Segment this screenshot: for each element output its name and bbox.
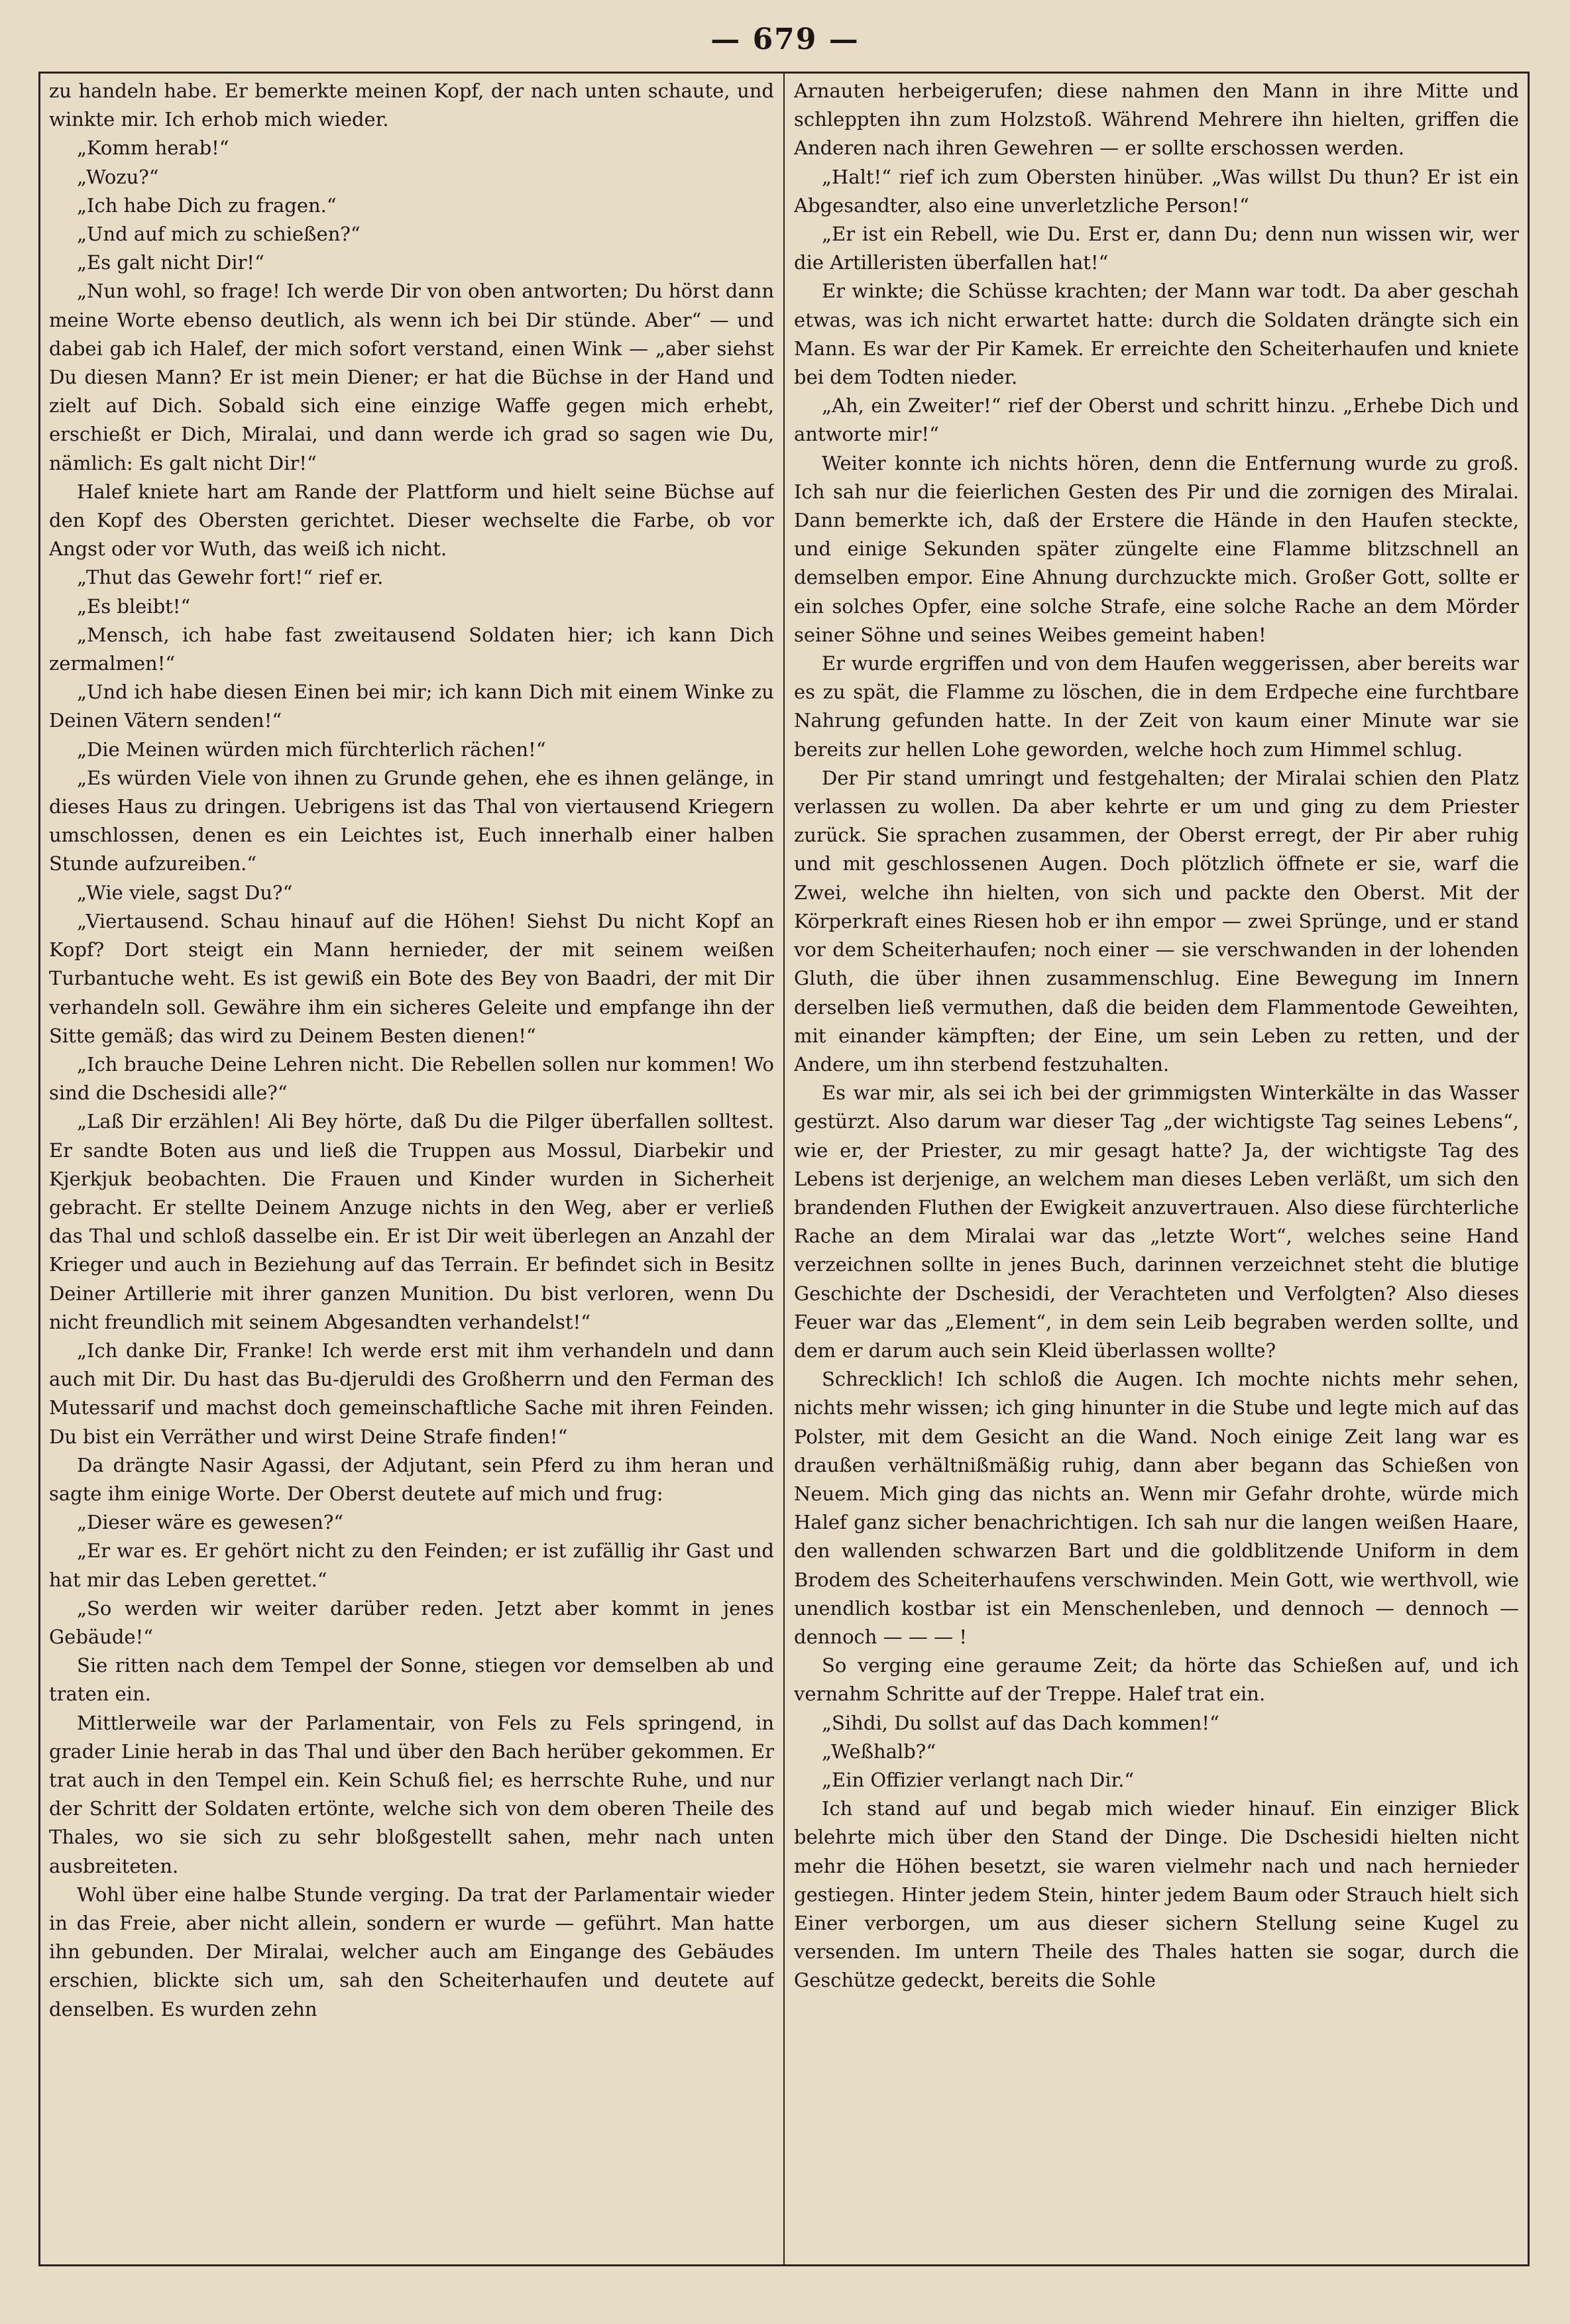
paragraph: „Er ist ein Rebell, wie Du. Erst er, dann Du; denn nun wissen wir, wer die Artilleristen überfallen hat!“: [794, 223, 1519, 274]
paragraph: „Ein Offizier verlangt nach Dir.“: [822, 1768, 1135, 1791]
paragraph: Der Pir stand umringt und festgehalten; der Miralai schien den Platz verlassen zu wollen. Da aber kehrte er um und ging zu dem Priester zurück. Sie sprachen zusammen, der Oberst erregt, der Pir aber ruhig und mit geschlossenen Augen. Doch plötzlich öffnete er sie, warf die Zwei, welche ihn hielten, von sich und packte den Oberst. Mit der Körperkraft eines Riesen hob er ihn empor — zwei Sprünge, und er stand vor dem Scheiterhaufen; noch einer — sie verschwanden in der lohenden Gluth, die über ihnen zusammenschlug. Eine Bewegung im Innern derselben ließ vermuthen, daß die beiden dem Flammentode Geweihten, mit einander kämpften; der Eine, um sein Leben zu retten, und der Andere, um ihn sterbend festzuhalten.: [794, 766, 1519, 1076]
paragraph: „Ah, ein Zweiter!“ rief der Oberst und schritt hinzu. „Erhebe Dich und antworte mir!“: [794, 394, 1519, 446]
paragraph: Mittlerweile war der Parlamentair, von Fels zu Fels springend, in grader Linie herab in das Thal und über den Bach herüber gekommen. Er trat auch in den Tempel ein. Kein Schuß fiel; es herrschte Ruhe, und nur der Schritt der Soldaten ertönte, welche sich von dem oberen Theile des Thales, wo sie sich zu sehr bloßgestellt sahen, mehr nach unten ausbreiteten.: [49, 1711, 774, 1877]
paragraph: „Wozu?“: [77, 165, 159, 188]
paragraph: „Er war es. Er gehört nicht zu den Feinden; er ist zufällig ihr Gast und hat mir das Leben gerettet.“: [49, 1539, 774, 1591]
paragraph: „Nun wohl, so frage! Ich werde Dir von oben antworten; Du hörst dann meine Worte ebenso deutlich, als wenn ich bei Dir stünde. Aber“ — und dabei gab ich Halef, der mich sofort verstand, einen Wink — „aber siehst Du diesen Mann? Er ist mein Diener; er hat die Büchse in der Hand und zielt auf Dich. Sobald sich eine einzige Waffe gegen mich erhebt, erschießt er Dich, Miralai, und dann werde ich grad so sagen wie Du, nämlich: Es galt nicht Dir!“: [49, 280, 774, 474]
paragraph: „Viertausend. Schau hinauf auf die Höhen! Siehst Du nicht Kopf an Kopf? Dort steigt ein Mann hernieder, der mit seinem weißen Turbantuche weht. Es ist gewiß ein Bote des Bey von Baadri, der mit Dir verhandeln soll. Gewähre ihm ein sicheres Geleite und empfange ihn der Sitte gemäß; das wird zu Deinem Besten dienen!“: [49, 909, 774, 1047]
paragraph: „Mensch, ich habe fast zweitausend Soldaten hier; ich kann Dich zermalmen!“: [49, 623, 774, 675]
paragraph: „Und auf mich zu schießen?“: [77, 223, 361, 246]
paragraph: Weiter konnte ich nichts hören, denn die Entfernung wurde zu groß. Ich sah nur die feierlichen Gesten des Pir und die zornigen des Miralai. Dann bemerkte ich, daß der Erstere die Hände in den Haufen steckte, und einige Sekunden später züngelte eine Flamme blitzschnell an demselben empor. Eine Ahnung durchzuckte mich. Großer Gott, sollte er ein solches Opfer, eine solche Strafe, eine solche Rache an dem Mörder seiner Söhne und seines Weibes gemeint haben!: [794, 451, 1519, 646]
paragraph: zu handeln habe. Er bemerkte meinen Kopf, der nach unten schaute, und winkte mir. Ich erhob mich wieder.: [49, 80, 774, 131]
paragraph: „Dieser wäre es gewesen?“: [77, 1511, 344, 1534]
paragraph: Er winkte; die Schüsse krachten; der Mann war todt. Da aber geschah etwas, was ich nicht erwartet hatte: durch die Soldaten drängte sich ein Mann. Es war der Pir Kamek. Er erreichte den Scheiterhaufen und kniete bei dem Todten nieder.: [794, 280, 1519, 389]
paragraph: Halef kniete hart am Rande der Plattform und hielt seine Büchse auf den Kopf des Obersten gerichtet. Dieser wechselte die Farbe, ob vor Angst oder vor Wuth, das weiß ich nicht.: [49, 480, 774, 561]
paragraph: Es war mir, als sei ich bei der grimmigsten Winterkälte in das Wasser gestürzt. Also darum war dieser Tag „der wichtigste Tag seines Lebens“, wie er, der Priester, zu mir gesagt hatte? Ja, der wichtigste Tag des Lebens ist derjenige, an welchem man dieses Leben verläßt, um sich den brandenden Fluthen der Ewigkeit anzuvertrauen. Also diese fürchterliche Rache an dem Miralai war das „letzte Wort“, welches seine Hand verzeichnen sollte in jenes Buch, darinnen verzeichnet steht die blutige Geschichte der Dschesidi, der Verachteten und Verfolgten? Also dieses Feuer war das „Element“, in dem sein Leib begraben werden sollte, und dem er darum auch sein Kleid überlassen wollte?: [794, 1081, 1519, 1362]
paragraph: „Es würden Viele von ihnen zu Grunde gehen, ehe es ihnen gelänge, in dieses Haus zu dringen. Uebrigens ist das Thal von viertausend Kriegern umschlossen, denen es ein Leichtes ist, Euch innerhalb einer halben Stunde aufzureiben.“: [49, 766, 774, 875]
paragraph: „Es bleibt!“: [77, 594, 191, 618]
paragraph: „Und ich habe diesen Einen bei mir; ich kann Dich mit einem Winke zu Deinen Vätern senden!“: [49, 681, 774, 732]
text-column-left: [49, 77, 774, 2257]
paragraph: „Es galt nicht Dir!“: [77, 251, 264, 274]
page-number: 679: [752, 23, 818, 56]
page-number-header: — 679 —: [710, 23, 860, 56]
paragraph: Schrecklich! Ich schloß die Augen. Ich mochte nichts mehr sehen, nichts mehr wissen; ich ging hinunter in die Stube und legte mich auf das Polster, mit dem Gesicht an die Wand. Noch einige Zeit lang war es draußen verhältnißmäßig ruhig, dann aber begann das Schießen von Neuem. Mich ging das nichts an. Wenn mir Gefahr drohte, würde mich Halef ganz sicher benachrichtigen. Ich sah nur die langen weißen Haare, den wallenden schwarzen Bart und die goldblitzende Uniform in dem Brodem des Scheiterhaufens verschwinden. Mein Gott, wie werthvoll, wie unendlich kostbar ist ein Menschenleben, und dennoch — dennoch — dennoch — — — !: [794, 1368, 1519, 1648]
paragraph: „Laß Dir erzählen! Ali Bey hörte, daß Du die Pilger überfallen solltest. Er sandte Boten aus und ließ die Truppen aus Mossul, Diarbekir und Kjerkjuk beobachten. Die Frauen und Kinder wurden in Sicherheit gebracht. Er stellte Deinem Anzuge nichts in den Weg, aber er verließ das Thal und schloß dasselbe ein. Er ist Dir weit überlegen an Anzahl der Krieger und auch in Beziehung auf das Terrain. Er befindet sich in Besitz Deiner Artillerie mit ihrer ganzen Munition. Du bist verloren, wenn Du nicht freundlich mit seinem Abgesandten verhandelst!“: [49, 1110, 774, 1333]
paragraph: Ich stand auf und begab mich wieder hinauf. Ein einziger Blick belehrte mich über den Stand der Dinge. Die Dschesidi hielten nicht mehr die Höhen besetzt, sie waren vielmehr nach und nach hernieder gestiegen. Hinter jedem Stein, hinter jedem Baum oder Strauch hielt sich Einer verborgen, um aus dieser sichern Stellung seine Kugel zu versenden. Im untern Theile des Thales hatten sie sogar, durch die Geschütze gedeckt, bereits die Sohle: [794, 1797, 1519, 1992]
paragraph: „Komm herab!“: [77, 137, 229, 160]
column-rule: [783, 72, 785, 2266]
paragraph: Da drängte Nasir Agassi, der Adjutant, sein Pferd zu ihm heran und sagte ihm einige Worte. Der Oberst deutete auf mich und frug:: [49, 1453, 774, 1505]
paragraph: Wohl über eine halbe Stunde verging. Da trat der Parlamentair wieder in das Freie, aber nicht allein, sondern er wurde — geführt. Man hatte ihn gebunden. Der Miralai, welcher auch am Eingange des Gebäudes erschien, blickte sich um, sah den Scheiterhaufen und deutete auf denselben. Es wurden zehn: [49, 1883, 774, 2020]
text-column-right: [794, 77, 1519, 2257]
paragraph: „Wie viele, sagst Du?“: [77, 881, 293, 904]
paragraph: „Sihdi, Du sollst auf das Dach kommen!“: [822, 1711, 1219, 1734]
paragraph: „Halt!“ rief ich zum Obersten hinüber. „Was willst Du thun? Er ist ein Abgesandter, also eine unverletzliche Person!“: [794, 165, 1519, 217]
paragraph: Arnauten herbeigerufen; diese nahmen den Mann in ihre Mitte und schleppten ihn zum Holzstoß. Während Mehrere ihn hielten, griffen die Anderen nach ihren Gewehren — er sollte erschossen werden.: [794, 80, 1519, 160]
paragraph: So verging eine geraume Zeit; da hörte das Schießen auf, und ich vernahm Schritte auf der Treppe. Halef trat ein.: [794, 1654, 1519, 1706]
paragraph: „Ich brauche Deine Lehren nicht. Die Rebellen sollen nur kommen! Wo sind die Dschesidi alle?“: [49, 1052, 774, 1105]
paragraph: Er wurde ergriffen und von dem Haufen weggerissen, aber bereits war es zu spät, die Flamme zu löschen, die in dem Erdpeche eine furchtbare Nahrung gefunden hatte. In der Zeit von kaum einer Minute war sie bereits zur hellen Lohe geworden, welche hoch zum Himmel schlug.: [794, 652, 1519, 761]
paragraph: „So werden wir weiter darüber reden. Jetzt aber kommt in jenes Gebäude!“: [49, 1596, 774, 1648]
paragraph: „Ich danke Dir, Franke! Ich werde erst mit ihm verhandeln und dann auch mit Dir. Du hast das Bu-djeruldi des Großherrn und den Ferman des Mutessarif und machst doch gemeinschaftliche Sache mit ihren Feinden. Du bist ein Verräther und wirst Deine Strafe finden!“: [49, 1339, 774, 1448]
paragraph: „Ich habe Dich zu fragen.“: [77, 194, 337, 217]
paragraph: „Thut das Gewehr fort!“ rief er.: [77, 566, 384, 589]
paragraph: „Weßhalb?“: [822, 1740, 936, 1763]
paragraph: Sie ritten nach dem Tempel der Sonne, stiegen vor demselben ab und traten ein.: [49, 1654, 774, 1706]
paragraph: „Die Meinen würden mich fürchterlich rächen!“: [77, 738, 546, 761]
